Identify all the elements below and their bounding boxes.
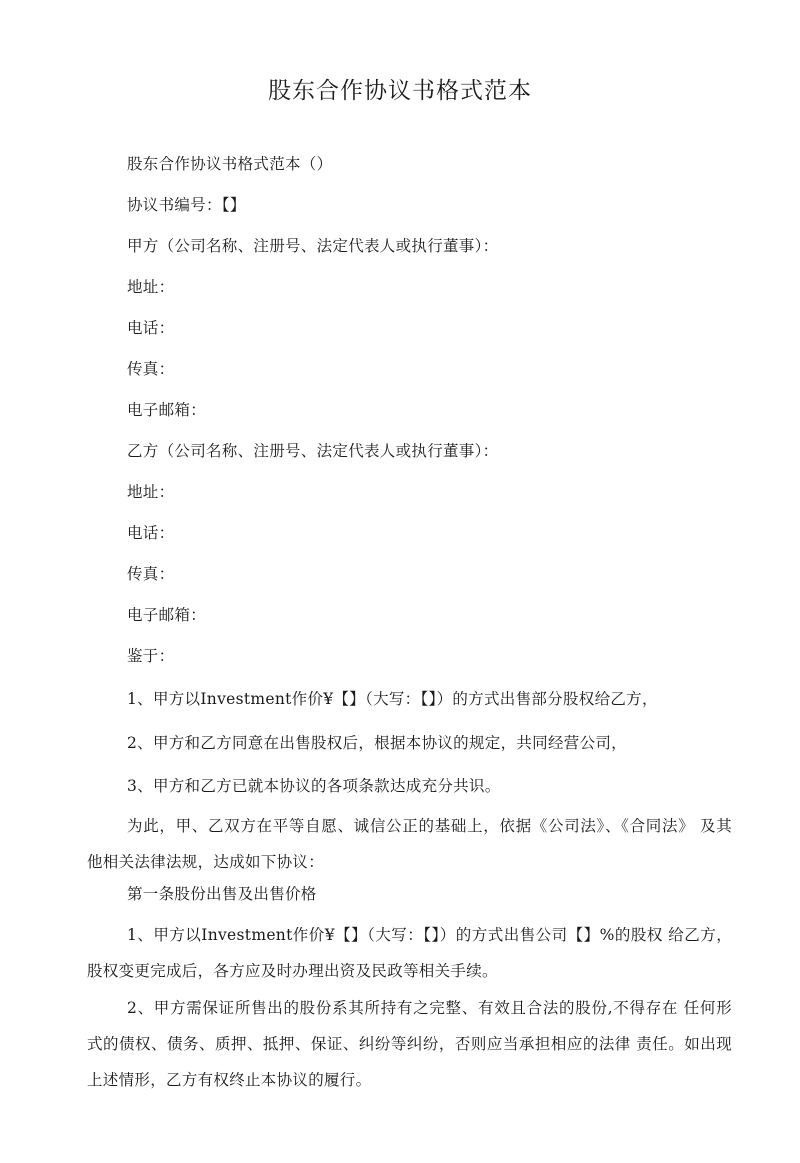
agreement-number: 协议书编号：【】 (127, 196, 246, 214)
party-a-email: 电子邮箱： (127, 401, 207, 419)
article-1-clause-2: 2、甲方需保证所售出的股份系其所持有之完整、有效且合法的股份,不得存在 任何形式的债权、债务、质押、抵押、保证、纠纷等纠纷，否则应当承担相应的法律 责任。如出现上述情形，乙方有权终止本协议的履行。 (87, 999, 732, 1089)
whereas-label: 鉴于： (127, 647, 175, 665)
document-title: 股东合作协议书格式范本 (268, 78, 532, 104)
party-b-address: 地址： (127, 483, 175, 501)
party-b-fax: 传真： (127, 565, 175, 583)
article-1-clause-1: 1、甲方以Investment作价¥【】（大写：【】）的方式出售公司【】%的股权 给乙方，股权变更完成后，各方应及时办理出资及民政等相关手续。 (87, 926, 732, 980)
party-b-phone: 电话： (127, 524, 175, 542)
party-b-email: 电子邮箱： (127, 606, 207, 624)
recital-item: 3、甲方和乙方已就本协议的各项条款达成充分共识。 (127, 777, 501, 795)
recital-item: 2、甲方和乙方同意在出售股权后，根据本协议的规定，共同经营公司， (127, 734, 627, 752)
party-b-heading: 乙方（公司名称、注册号、法定代表人或执行董事）： (127, 442, 499, 460)
party-a-heading: 甲方（公司名称、注册号、法定代表人或执行董事）： (127, 237, 499, 255)
party-a-phone: 电话： (127, 319, 175, 337)
preamble-paragraph: 为此，甲、乙双方在平等自愿、诚信公正的基础上，依据《公司法》、《合同法》 及其他相关法律法规，达成如下协议： (87, 817, 732, 871)
article-1-title: 第一条股份出售及出售价格 (127, 885, 317, 903)
party-a-address: 地址： (127, 278, 175, 296)
party-a-fax: 传真： (127, 360, 175, 378)
document-subtitle: 股东合作协议书格式范本（） (127, 155, 333, 173)
recital-item: 1、甲方以Investment作价¥【】（大写：【】）的方式出售部分股权给乙方， (127, 690, 658, 708)
